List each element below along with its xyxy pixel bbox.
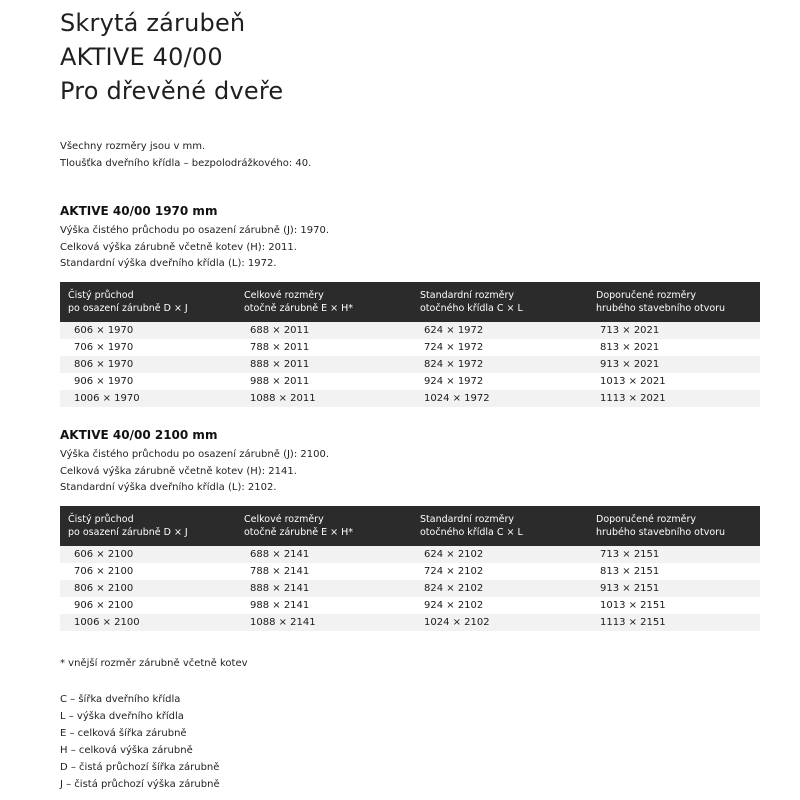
title-line-2: AKTIVE 40/00 — [60, 43, 223, 71]
table-header-row — [60, 282, 760, 322]
section-info-line: Standardní výška dveřního křídla (L): 1972. — [60, 258, 277, 269]
table-cell: 1013 × 2151 — [600, 599, 666, 611]
header-standard-dimensions: Standardní rozměry otočného křídla C × L — [412, 506, 588, 546]
table-row — [60, 580, 760, 597]
table-cell: 1113 × 2021 — [588, 390, 760, 407]
table-cell: 606 × 2100 — [60, 546, 236, 563]
table-cell: 724 × 1972 — [424, 341, 484, 353]
table-row — [60, 373, 760, 390]
table-cell: 788 × 2141 — [250, 565, 310, 577]
section-info-line: Standardní výška dveřního křídla (L): 2102. — [60, 482, 277, 493]
section-info-line: Celková výška zárubně včetně kotev (H): 2141. — [60, 465, 297, 477]
legend-item: H – celková výška zárubně — [60, 745, 193, 756]
title-line-3: Pro dřevěné dveře — [60, 77, 284, 105]
table-cell: 906 × 1970 — [74, 375, 134, 387]
table-header-row — [60, 506, 760, 546]
table-row — [60, 546, 760, 563]
table-cell: 988 × 2011 — [250, 375, 310, 387]
table-cell: 624 × 2102 — [412, 546, 588, 563]
legend-item: L – výška dveřního křídla — [60, 711, 184, 722]
header-clear-passage: Čistý průchod po osazení zárubně D × J — [60, 506, 236, 546]
table-cell: 706 × 2100 — [74, 565, 134, 577]
intro-line-1: Všechny rozměry jsou v mm. — [60, 141, 206, 152]
legend-list — [60, 691, 220, 793]
legend-item: D – čistá průchozí šířka zárubně — [60, 762, 220, 773]
table-cell: 806 × 1970 — [60, 356, 236, 373]
table-cell: 606 × 1970 — [60, 322, 236, 339]
table-cell: 713 × 2021 — [588, 322, 760, 339]
table-row — [60, 390, 760, 407]
table-row — [60, 322, 760, 339]
table-cell: 706 × 1970 — [74, 341, 134, 353]
table-cell: 806 × 2100 — [60, 580, 236, 597]
table-cell: 913 × 2021 — [588, 356, 760, 373]
table-row — [60, 339, 760, 356]
header-standard-dimensions: Standardní rozměry otočného křídla C × L — [412, 282, 588, 322]
table-cell: 1088 × 2011 — [236, 390, 412, 407]
header-recommended-opening: Doporučené rozměry hrubého stavebního otvoru — [588, 282, 760, 322]
table-row — [60, 356, 760, 373]
section-title: AKTIVE 40/00 2100 mm — [60, 428, 218, 442]
header-overall-dimensions: Celkové rozměry otočně zárubně E × H* — [236, 282, 412, 322]
table-cell: 988 × 2141 — [250, 599, 310, 611]
table-cell: 1024 × 1972 — [412, 390, 588, 407]
title-line-1: Skrytá zárubeň — [60, 9, 246, 37]
table-cell: 888 × 2011 — [236, 356, 412, 373]
table-cell: 813 × 2151 — [600, 565, 660, 577]
table-cell: 924 × 2102 — [424, 599, 484, 611]
table-cell: 1024 × 2102 — [412, 614, 588, 631]
table-cell: 824 × 1972 — [412, 356, 588, 373]
table-cell: 1088 × 2141 — [236, 614, 412, 631]
table-cell: 813 × 2021 — [600, 341, 660, 353]
intro-line-2: Tloušťka dveřního křídla – bezpolodrážkového: 40. — [60, 158, 312, 169]
legend-item: C – šířka dveřního křídla — [60, 694, 181, 705]
section-1970 — [60, 203, 760, 407]
table-cell: 1006 × 1970 — [60, 390, 236, 407]
table-cell: 788 × 2011 — [250, 341, 310, 353]
dimensions-table — [60, 506, 760, 631]
legend-item: J – čistá průchozí výška zárubně — [60, 779, 220, 790]
table-cell: 724 × 2102 — [424, 565, 484, 577]
table-cell: 1113 × 2151 — [588, 614, 760, 631]
table-cell: 688 × 2141 — [236, 546, 412, 563]
table-row — [60, 614, 760, 631]
table-cell: 888 × 2141 — [236, 580, 412, 597]
section-info-line: Celková výška zárubně včetně kotev (H): 2011. — [60, 241, 297, 253]
footnote: * vnější rozměr zárubně včetně kotev — [60, 658, 248, 669]
section-info-line: Výška čistého průchodu po osazení zárubně (J): 1970. — [60, 225, 329, 236]
header-clear-passage: Čistý průchod po osazení zárubně D × J — [60, 282, 236, 322]
header-overall-dimensions: Celkové rozměry otočně zárubně E × H* — [236, 506, 412, 546]
dimensions-table — [60, 282, 760, 407]
table-cell: 913 × 2151 — [588, 580, 760, 597]
table-cell: 688 × 2011 — [236, 322, 412, 339]
table-cell: 906 × 2100 — [74, 599, 134, 611]
table-cell: 624 × 1972 — [412, 322, 588, 339]
section-2100 — [60, 427, 760, 631]
section-info-line: Výška čistého průchodu po osazení zárubně (J): 2100. — [60, 449, 329, 460]
legend-item: E – celková šířka zárubně — [60, 728, 187, 739]
table-cell: 924 × 1972 — [424, 375, 484, 387]
section-title: AKTIVE 40/00 1970 mm — [60, 204, 218, 218]
header-recommended-opening: Doporučené rozměry hrubého stavebního otvoru — [588, 506, 760, 546]
table-cell: 1006 × 2100 — [60, 614, 236, 631]
table-row — [60, 597, 760, 614]
intro-text — [60, 138, 311, 172]
table-row — [60, 563, 760, 580]
page-title — [60, 6, 283, 108]
table-cell: 1013 × 2021 — [600, 375, 666, 387]
table-cell: 713 × 2151 — [588, 546, 760, 563]
table-cell: 824 × 2102 — [412, 580, 588, 597]
